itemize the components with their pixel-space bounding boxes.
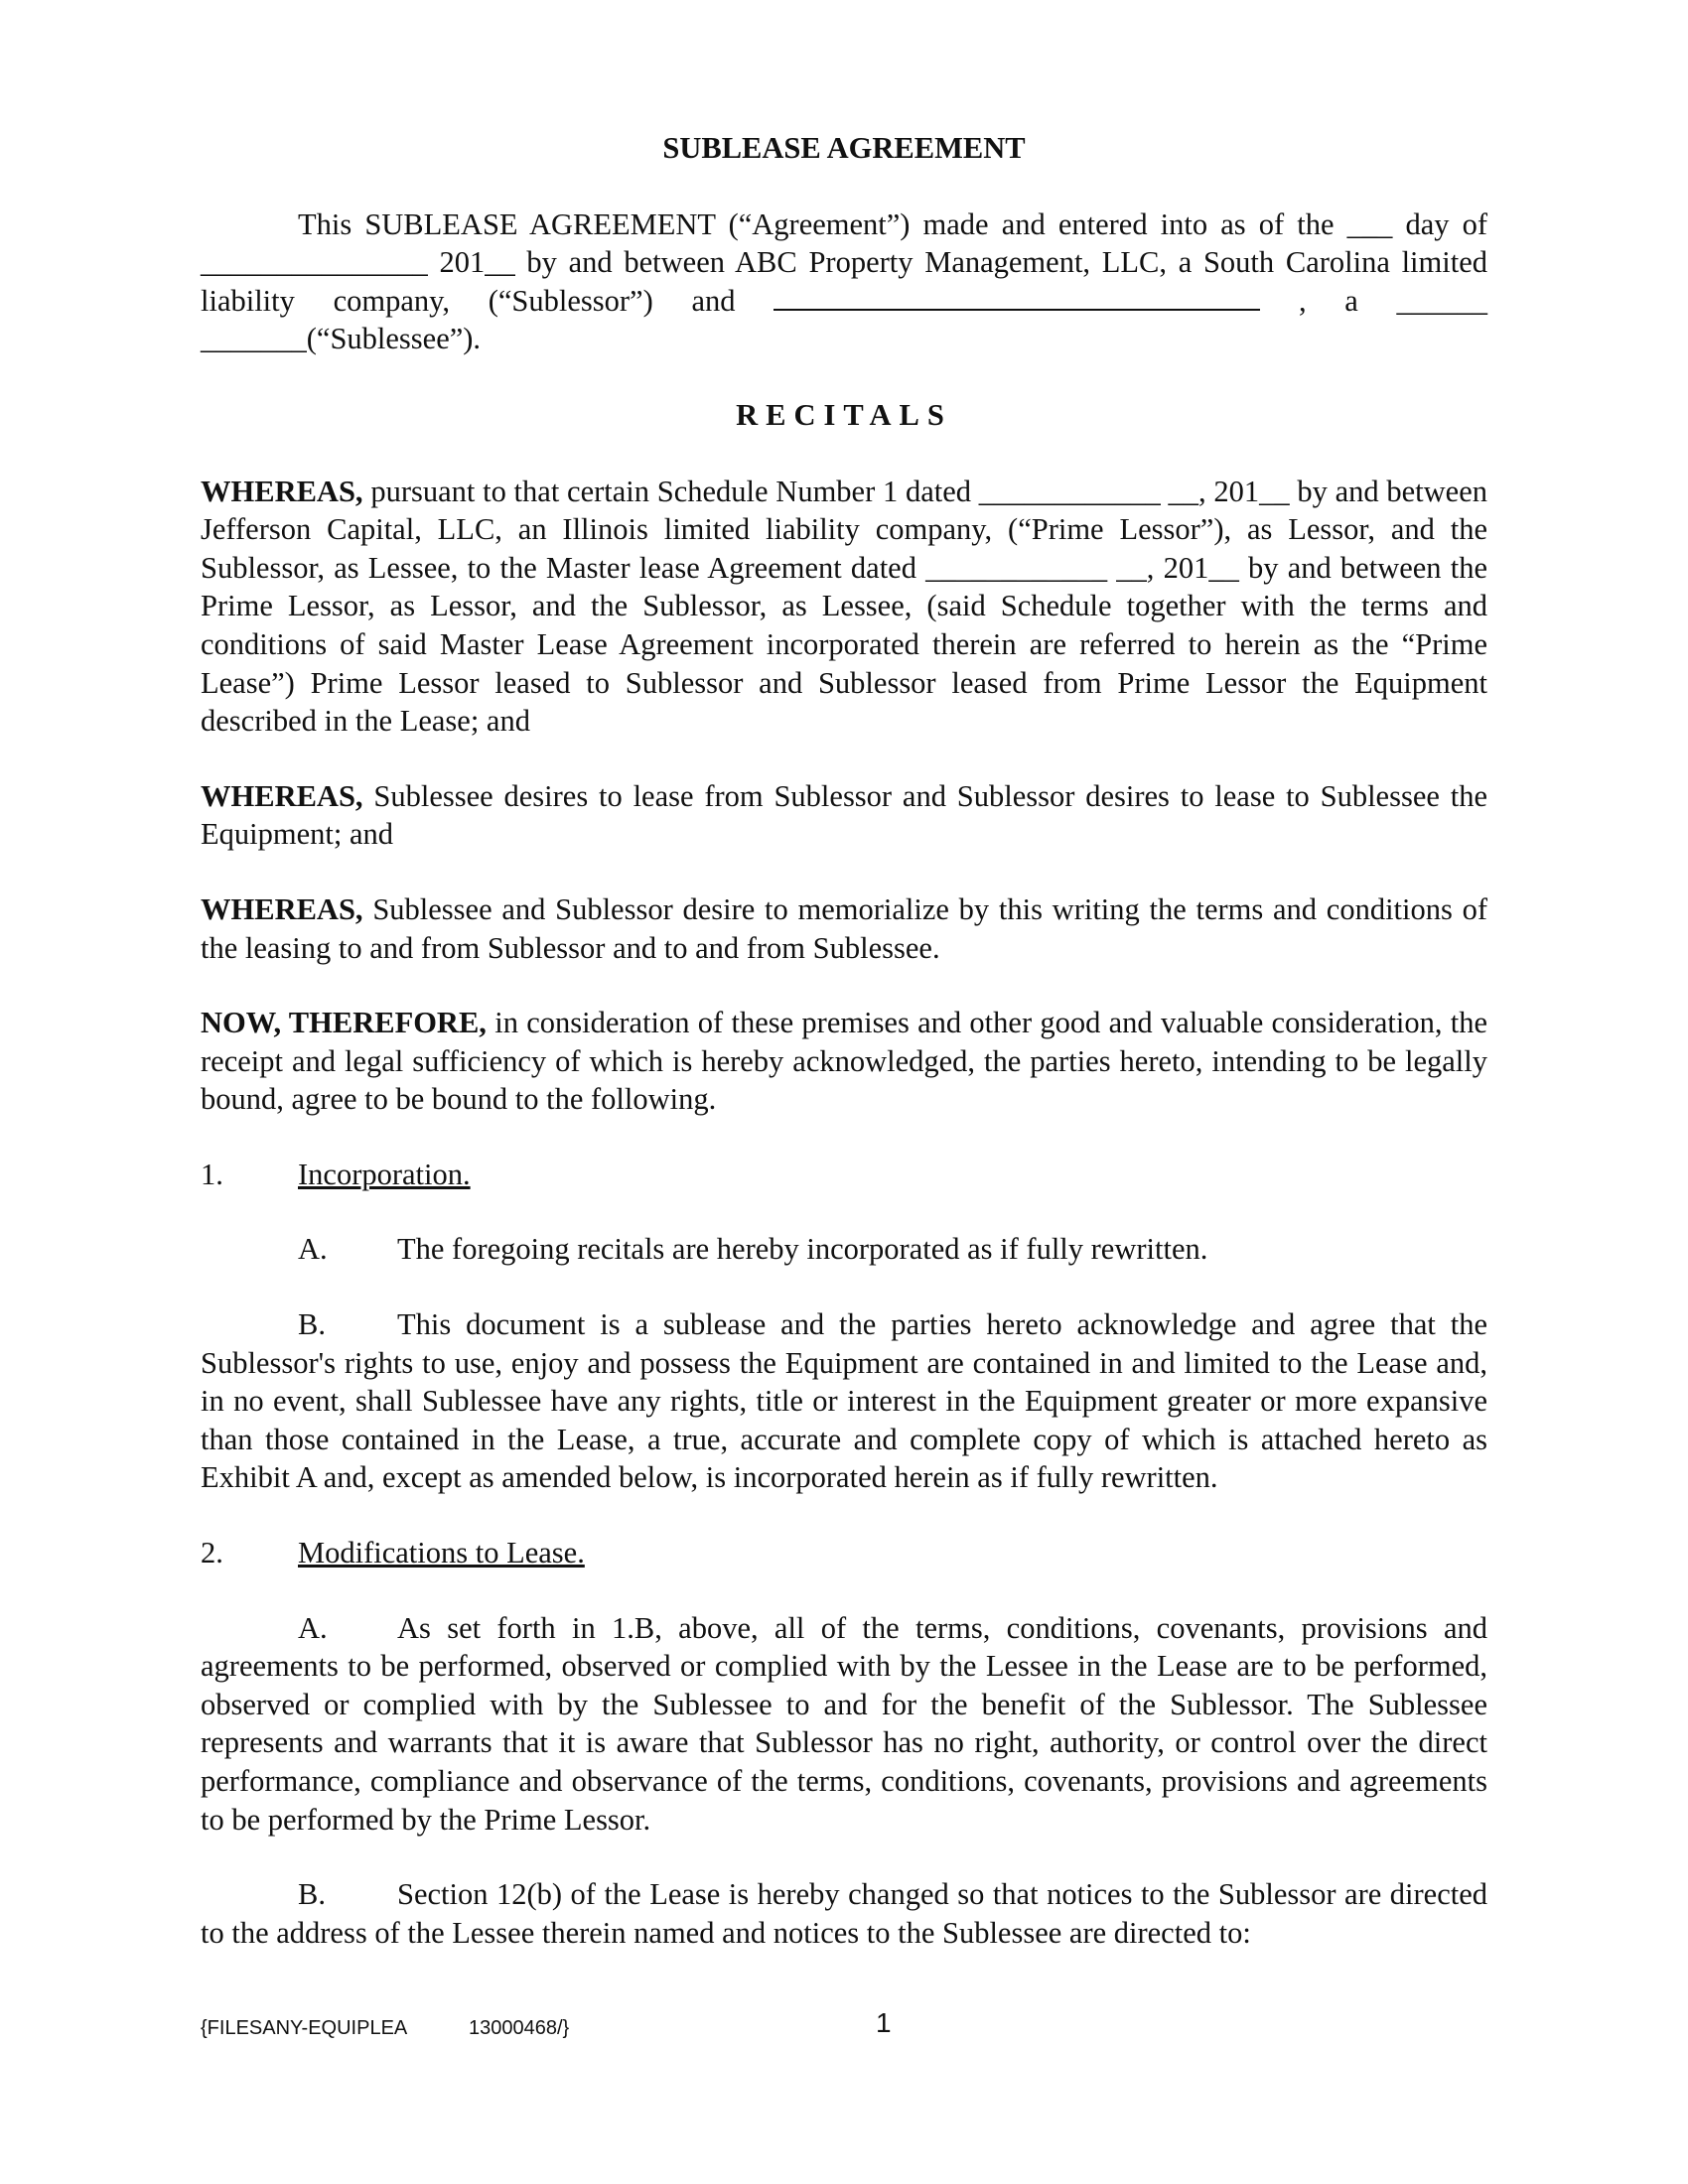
whereas-lead: WHEREAS,	[201, 778, 363, 813]
document-page	[201, 129, 1487, 1952]
document-title: SUBLEASE AGREEMENT	[662, 131, 1026, 165]
subsection-paragraph	[201, 1230, 1487, 1269]
footer-file-reference: {FILESANY-EQUIPLEA	[201, 2017, 408, 2039]
page-number: 1	[876, 2007, 892, 2038]
subsection-letter: A.	[298, 1232, 328, 1267]
subsection-text: This document is a sublease and the parties hereto acknowledge and agree that the Sublessor's rights to use, enjoy and possess the Equipment are contained in and limited to the Lease and, in no event, shall Sublessee have any rights, title or interest in the Equipment greater or more expansive than those contained in the Lease, a true, accurate and complete copy of which is attached hereto as Exhibit A and, except as amended below, is incorporated herein as if fully rewritten.	[201, 1307, 1487, 1495]
subsection-letter: B.	[298, 1877, 326, 1912]
now-therefore-paragraph	[201, 1004, 1487, 1119]
section-number: 1.	[201, 1157, 223, 1191]
subsection-paragraph	[201, 1305, 1487, 1497]
section-heading	[201, 1534, 1487, 1572]
now-therefore-lead: NOW, THEREFORE,	[201, 1006, 487, 1040]
subsection-letter: A.	[298, 1610, 328, 1645]
whereas-paragraph-3	[201, 890, 1487, 967]
whereas-paragraph-2	[201, 777, 1487, 854]
subsection-text: As set forth in 1.B, above, all of the terms, conditions, covenants, provisions and agreements to be performed, observed or complied with by the Lessee in the Lease are to be performed, observed or complied with by the Sublessee to and for the benefit of the Sublessor. The Sublessee represents and warrants that it is aware that Sublessor has no right, authority, or control over the direct performance, compliance and observance of the terms, conditions, covenants, provisions and agreements to be performed by the Prime Lessor.	[201, 1610, 1487, 1837]
footer-document-number: 13000468/}	[469, 2017, 570, 2039]
whereas-text: pursuant to that certain Schedule Number 1 dated ____________ __, 201__ by and between Jefferson Capital, LLC, an Illinois limited liability company, (“Prime Lessor”), as Lessor, and the Sublessor, as Lessee, to the Master lease Agreement dated ____________ __, 201__ by and between the Prime Lessor, as Lessor, and the Sublessor, as Lessee, (said Schedule together with the terms and conditions of said Master Lease Agreement incorporated therein are referred to herein as the “Prime Lease”) Prime Lessor leased to Sublessor and Sublessor leased from Prime Lessor the Equipment described in the Lease; and	[201, 474, 1488, 739]
subsection-paragraph	[201, 1609, 1487, 1840]
subsection-text: The foregoing recitals are hereby incorporated as if fully rewritten.	[397, 1232, 1208, 1267]
whereas-paragraph-1	[201, 473, 1487, 741]
subsection-paragraph	[201, 1875, 1487, 1952]
sublessee-name-blank	[774, 283, 1260, 311]
subsection-text: Section 12(b) of the Lease is hereby changed so that notices to the Sublessor are directed to the address of the Lessee therein named and notices to the Sublessee are directed to:	[201, 1877, 1487, 1950]
recitals-heading: RECITALS	[736, 397, 952, 432]
section-title: Modifications to Lease.	[298, 1536, 585, 1570]
whereas-lead: WHEREAS,	[201, 474, 363, 508]
whereas-lead: WHEREAS,	[201, 891, 363, 926]
subsection-letter: B.	[298, 1307, 326, 1342]
section-number: 2.	[201, 1536, 223, 1570]
section-heading	[201, 1156, 1487, 1194]
intro-paragraph	[201, 205, 1487, 358]
whereas-text: Sublessee desires to lease from Sublessor and Sublessor desires to lease to Sublessee the Equipment; and	[201, 778, 1487, 852]
intro-text: This SUBLEASE AGREEMENT (“Agreement”) made and entered into as of the ___ day of _______________ 201__ by and between ABC Property Management, LLC, a South Carolina limited liability company, (“Sublessor”) and	[201, 206, 1487, 318]
now-therefore-text: in consideration of these premises and other good and valuable consideration, the receipt and legal sufficiency of which is hereby acknowledged, the parties hereto, intending to be legally bound, agree to be bound to the following.	[201, 1006, 1488, 1117]
intro-text-end: , a ______ _______(“Sublessee”).	[201, 283, 1488, 356]
section-title: Incorporation.	[298, 1157, 471, 1191]
whereas-text: Sublessee and Sublessor desire to memorialize by this writing the terms and conditions of the leasing to and from Sublessor and to and from Sublessee.	[201, 891, 1488, 965]
